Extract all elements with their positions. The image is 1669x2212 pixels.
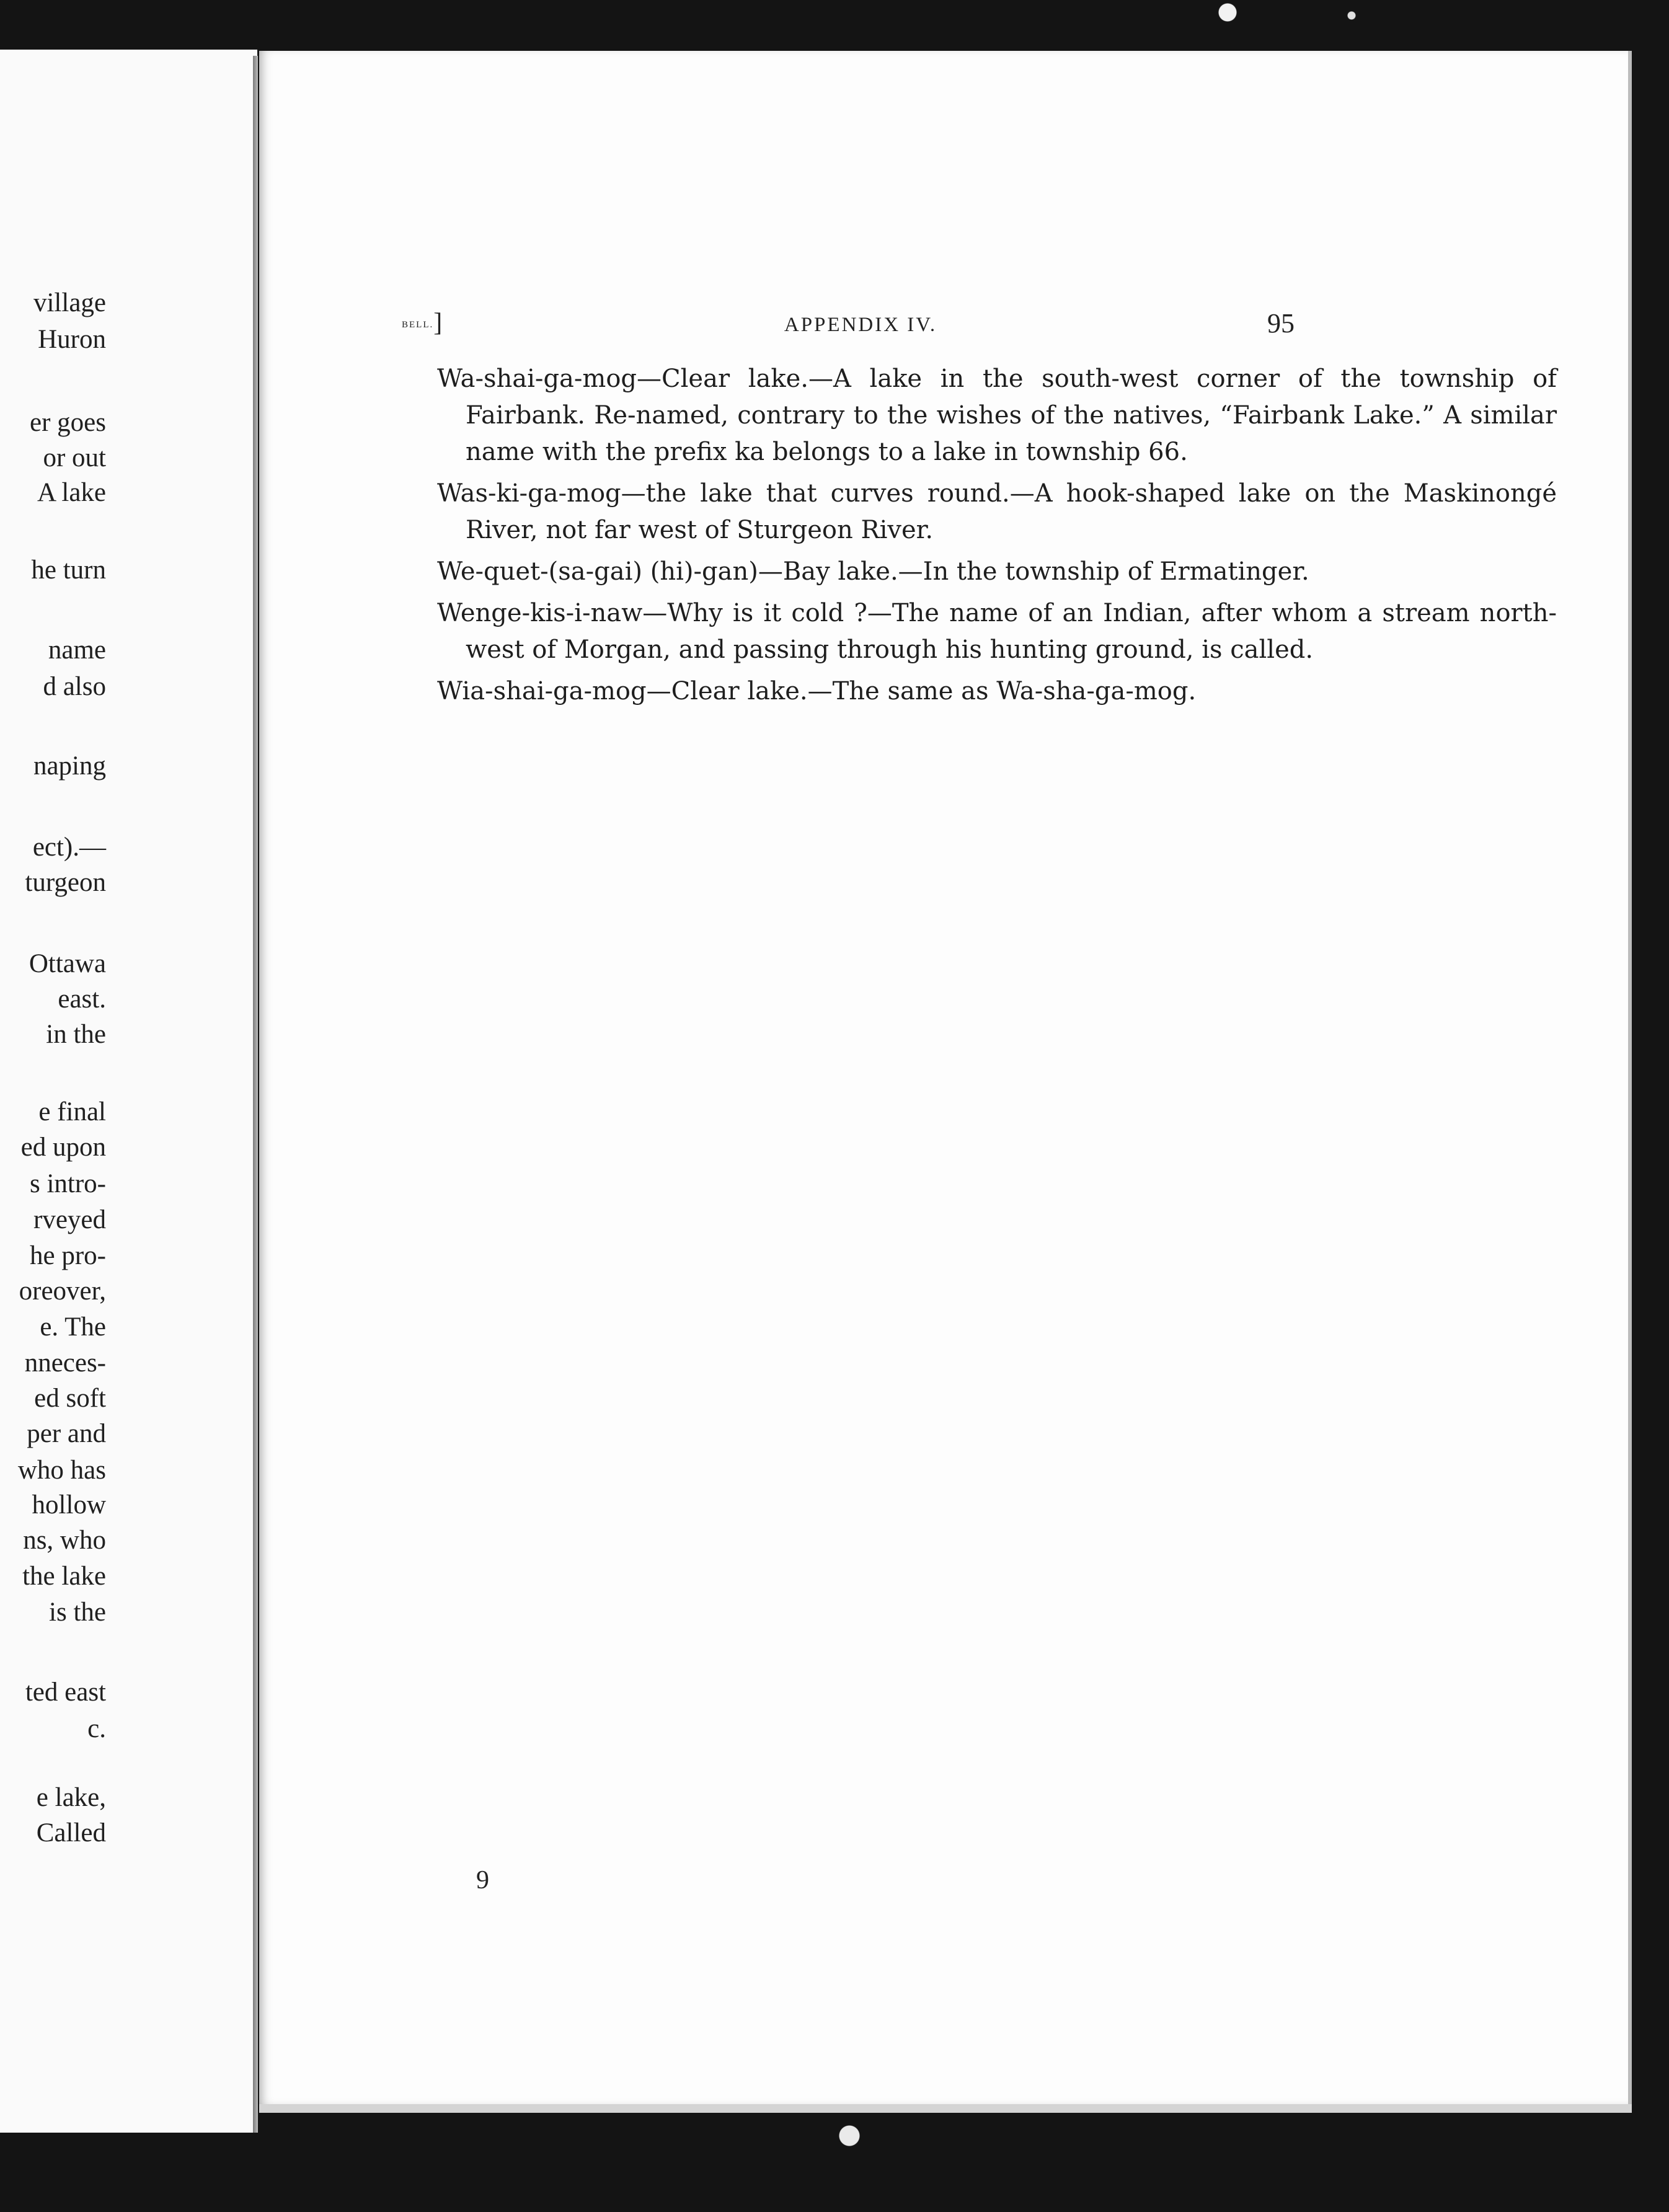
facing-page-line: the lake <box>22 1562 106 1591</box>
page-title: APPENDIX IV. <box>784 314 937 336</box>
signature-mark: 9 <box>476 1866 489 1895</box>
facing-page-line: er goes <box>30 408 106 437</box>
glossary-entry: We-quet-(sa-gai) (hi)-gan)—Bay lake.—In the township of Ermatinger. <box>437 557 1309 586</box>
facing-page-line: d also <box>43 672 106 701</box>
glossary-entry: Wenge-kis-i-naw—Why is it cold ?—The name of an Indian, after whom a stream north-west of Morgan, and passing through his hunting ground, is called. <box>437 599 1557 664</box>
facing-page-line: naping <box>33 751 106 781</box>
facing-page-line: oreover, <box>19 1276 106 1306</box>
facing-page-line: village <box>33 288 106 317</box>
facing-page-line: c. <box>87 1714 106 1743</box>
facing-page-line: hollow <box>32 1490 106 1520</box>
page-bottom-edge <box>259 2104 1632 2113</box>
page-edge <box>1628 51 1632 2104</box>
facing-page-line: e. The <box>40 1312 106 1342</box>
facing-page-line: who has <box>17 1456 106 1485</box>
page-number: 95 <box>1267 308 1295 338</box>
facing-page-line: Called <box>36 1818 106 1847</box>
glossary-entry: Wia-shai-ga-mog—Clear lake.—The same as Wa-sha-ga-mog. <box>437 677 1197 706</box>
facing-page-line: is the <box>49 1598 106 1627</box>
running-head <box>402 310 442 336</box>
running-head-author: BELL. <box>402 319 434 330</box>
facing-page-line: or out <box>43 443 106 472</box>
facing-page-line: ed soft <box>34 1384 106 1413</box>
facing-page-line: in the <box>46 1020 106 1049</box>
page-header <box>259 310 1628 341</box>
facing-page-line: Huron <box>38 325 106 354</box>
facing-page-line: e lake, <box>36 1783 106 1812</box>
facing-page-line: he turn <box>31 555 106 585</box>
page <box>259 51 1628 2104</box>
glossary-entry: Wa-shai-ga-mog—Clear lake.—A lake in the south-west corner of the township of Fairbank. Re-named, contrary to the wishes of the natives, “Fairbank Lake.” A similar name with the prefix ka belongs to a lake in township 66. <box>437 365 1557 466</box>
facing-page-line: turgeon <box>25 868 106 897</box>
running-head-bracket: ] <box>433 309 443 337</box>
facing-page-line: name <box>48 635 106 665</box>
facing-page-line: A lake <box>37 478 106 507</box>
facing-page-line: per and <box>27 1419 106 1448</box>
facing-page-line: he pro- <box>30 1241 106 1270</box>
facing-page-line: Ottawa <box>29 949 106 978</box>
facing-page-line: e final <box>38 1097 106 1126</box>
book-gutter <box>253 56 258 2133</box>
facing-page-line: s intro- <box>29 1169 106 1198</box>
facing-page-line: ed upon <box>20 1133 106 1162</box>
facing-page-line: east. <box>58 984 106 1014</box>
facing-page-line: rveyed <box>33 1205 106 1234</box>
glossary-entry: Was-ki-ga-mog—the lake that curves round.—A hook-shaped lake on the Maskinongé River, not far west of Sturgeon River. <box>437 479 1557 544</box>
facing-page-line: ect).— <box>32 833 106 862</box>
glossary-entries <box>437 361 1557 715</box>
facing-page-line: ted east <box>25 1678 106 1707</box>
facing-page-line: nneces- <box>24 1348 106 1378</box>
facing-page-fragment <box>0 50 257 2133</box>
facing-page-line: ns, who <box>23 1526 106 1555</box>
